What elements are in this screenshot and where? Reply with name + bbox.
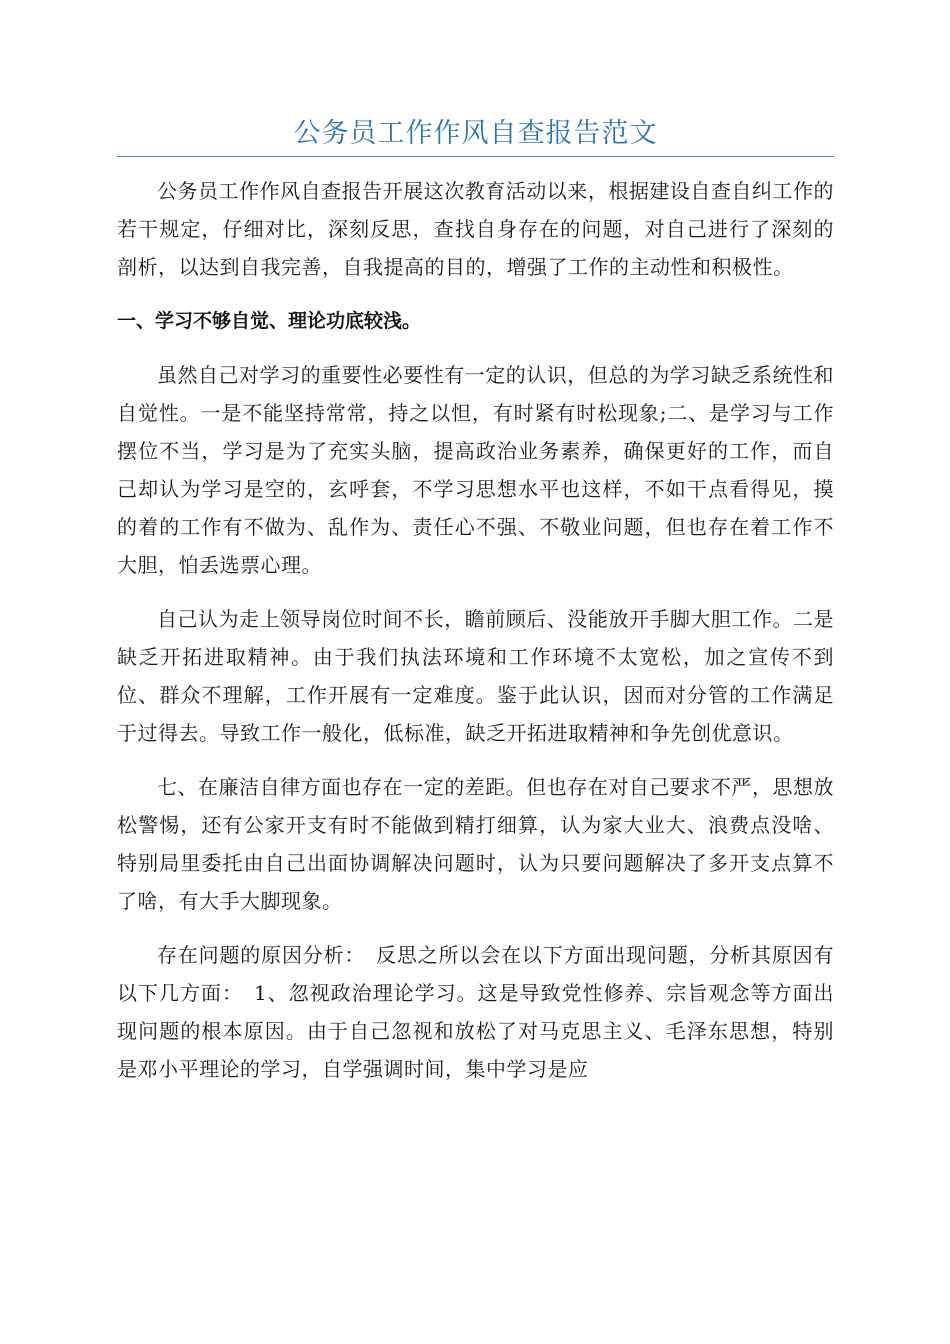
intro-paragraph: 公务员工作作风自查报告开展这次教育活动以来，根据建设自查自纠工作的若干规定，仔细对比，深刻反思，查找自身存在的问题，对自己进行了深刻的剖析，以达到自我完善，自我提高的目的，增强了工作的主动性和积极性。 <box>117 179 834 279</box>
section-heading: 一、学习不够自觉、理论功底较浅。 <box>117 310 422 332</box>
body-paragraph: 虽然自己对学习的重要性必要性有一定的认识，但总的为学习缺乏系统性和自觉性。一是不能坚持常常，持之以怛，有时紧有时松现象;二、是学习与工作摆位不当，学习是为了充实头脑，提高政治业务素养，确保更好的工作，而自己却认为学习是空的，玄呼套，不学习思想水平也这样，不如干点看得见，摸的着的工作有不做为、乱作为、责任心不强、不敬业问题，但也存在着工作不大胆，怕丢选票心理。 <box>117 363 834 577</box>
body-paragraph: 自己认为走上领导岗位时间不长，瞻前顾后、没能放开手脚大胆工作。二是缺乏开拓进取精神。由于我们执法环境和工作环境不太宽松，加之宣传不到位、群众不理解，工作开展有一定难度。鉴于此认识，因而对分管的工作满足于过得去。导致工作一般化，低标准，缺乏开拓进取精神和争先创优意识。 <box>117 607 834 745</box>
document-body <box>117 172 834 1104</box>
body-paragraph: 存在问题的原因分析： 反思之所以会在以下方面出现问题，分析其原因有以下几方面： 1、忽视政治理论学习。这是导致党性修养、宗旨观念等方面出现问题的根本原因。由于自己忽视和放松了对马克思主义、毛泽东思想，特别是邓小平理论的学习，自学强调时间，集中学习是应 <box>117 943 834 1081</box>
body-paragraph: 七、在廉洁自律方面也存在一定的差距。但也存在对自己要求不严，思想放松警惕，还有公家开支有时不能做到精打细算，认为家大业大、浪费点没啥、特别局里委托由自己出面协调解决问题时，认为只要问题解决了多开支点算不了啥，有大手大脚现象。 <box>117 775 834 913</box>
document-title: 公务员工作作风自查报告范文 <box>293 118 658 149</box>
title-block <box>117 112 834 157</box>
